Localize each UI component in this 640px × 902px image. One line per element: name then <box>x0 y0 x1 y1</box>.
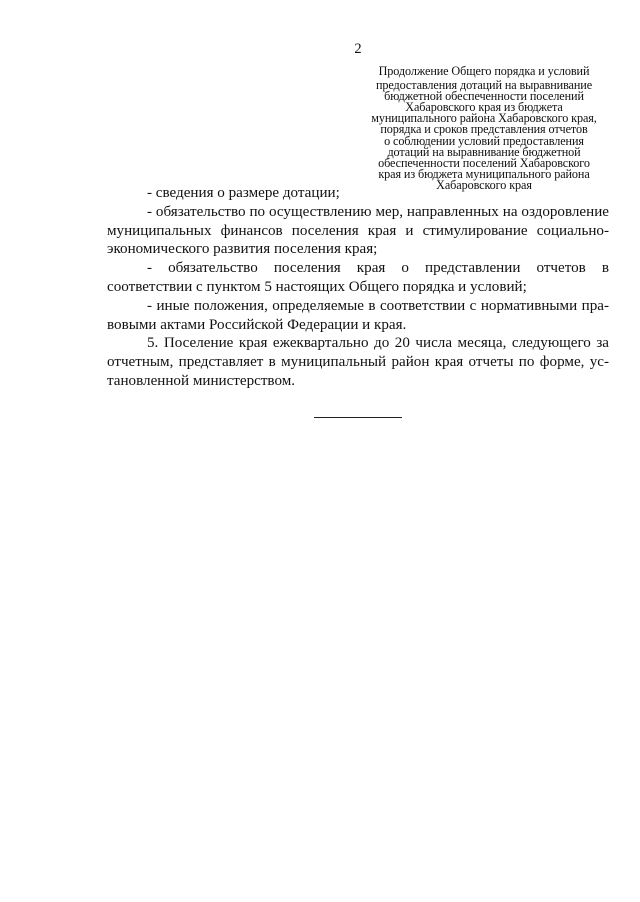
header-line: дотаций на выравнивание бюджетной <box>387 144 581 159</box>
end-of-document-rule <box>314 417 402 418</box>
header-line: края из бюджета муниципального района <box>378 166 590 181</box>
document-header-reference <box>358 66 610 191</box>
list-item-report-obligation: - обязательство поселения края о представлении отчетов в соответствии с пунктом 5 настоящих Общего порядка и условий; <box>107 260 609 295</box>
header-line: о соблюдении условий предоставления <box>384 133 584 148</box>
header-line: предоставления дотаций на выравнивание <box>375 78 593 93</box>
header-line: Хабаровского края из бюджета <box>405 100 563 115</box>
header-line: порядка и сроков представления отчетов <box>380 122 588 137</box>
list-item-other-provisions: - иные положения, определяемые в соответствии с нормативными правовыми актами Российской Федерации и края. <box>107 297 609 333</box>
list-item-finance-obligation: - обязательство по осуществлению мер, направленных на оздоровление муниципальных финансов поселения края и стимулирование социально-экономического развития поселения края; <box>107 203 609 258</box>
header-line: муниципального района Хабаровского края, <box>371 111 597 126</box>
header-line: Хабаровского края <box>436 177 532 192</box>
document-body <box>107 184 609 391</box>
page-number: 2 <box>354 41 362 57</box>
header-line: обеспеченности поселений Хабаровского <box>378 155 590 170</box>
list-item-subsidy-amount: - сведения о размере дотации; <box>147 185 340 201</box>
paragraph-5-reporting: 5. Поселение края ежеквартально до 20 числа месяца, следующего за отчетным, представляет в муниципальный район края отчеты по форме, установленной министерством. <box>107 335 609 389</box>
header-line: бюджетной обеспеченности поселений <box>384 89 584 104</box>
header-line: Продолжение Общего порядка и условий <box>378 64 590 78</box>
